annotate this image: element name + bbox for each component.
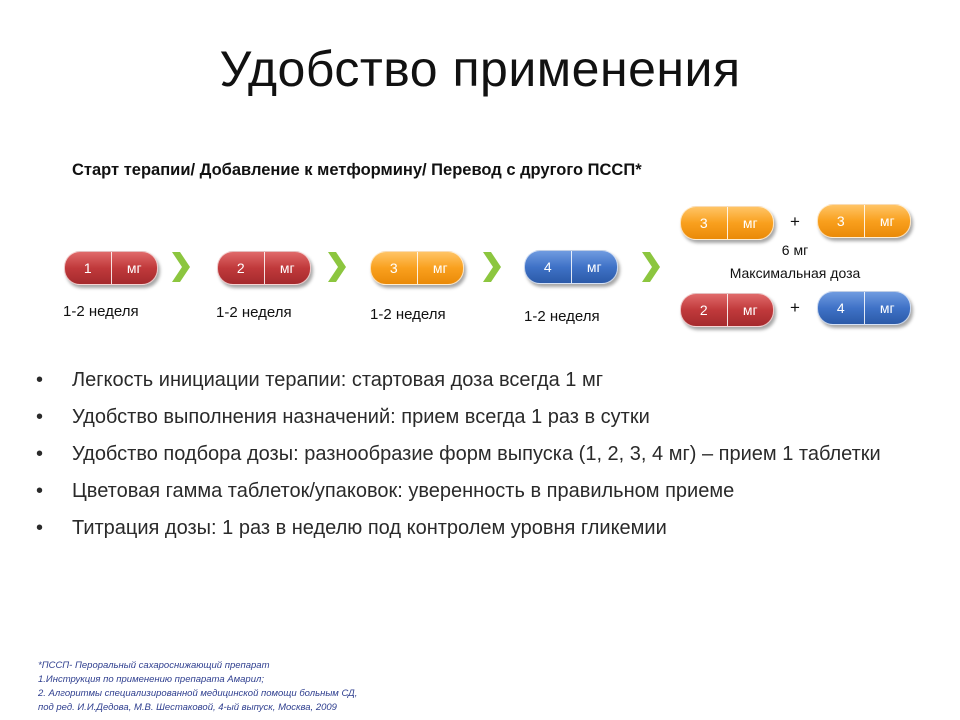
combo-bottom-pill-2	[817, 291, 911, 325]
list-item	[36, 514, 916, 542]
chevron-right-icon	[640, 252, 662, 282]
chevron-right-icon	[170, 252, 192, 282]
bullet-text: Цветовая гамма таблеток/упаковок: уверенность в правильном приеме	[72, 480, 735, 502]
plus-sign: +	[790, 212, 800, 231]
pill-step-2	[217, 251, 311, 285]
list-item	[36, 477, 916, 505]
bullet-text: Удобство выполнения назначений: прием всегда 1 раз в сутки	[72, 406, 650, 428]
pill-unit: мг	[864, 292, 911, 324]
pill-unit: мг	[571, 251, 618, 283]
slide-title: Удобство применения	[219, 41, 741, 97]
bullet-text: Удобство подбора дозы: разнообразие форм выпуска (1, 2, 3, 4 мг) – прием 1 таблетки	[72, 443, 881, 465]
week-label: 1-2 неделя	[63, 303, 139, 320]
pill-unit: мг	[417, 252, 464, 284]
footnote-line: под ред. И.И.Дедова, М.В. Шестаковой, 4-ый выпуск, Москва, 2009	[38, 702, 337, 713]
pill-step-1	[64, 251, 158, 285]
plus-sign: +	[790, 298, 800, 317]
list-item	[36, 366, 916, 394]
therapy-subtitle: Старт терапии/ Добавление к метформину/ Перевод с другого ПССП*	[72, 161, 642, 179]
pill-dose: 3	[699, 215, 708, 231]
bullet-text: Титрация дозы: 1 раз в неделю под контролем уровня гликемии	[72, 517, 667, 539]
week-label: 1-2 неделя	[524, 308, 600, 325]
footnotes	[38, 659, 638, 715]
chevron-right-icon	[481, 252, 503, 282]
list-item	[36, 403, 916, 431]
pill-dose: 4	[543, 259, 552, 275]
pill-dose: 2	[699, 302, 708, 318]
footnote-line: *ПССП- Пероральный сахароснижающий препарат	[38, 660, 270, 671]
footnote-line: 1.Инструкция по применению препарата Амарил;	[38, 674, 264, 685]
pill-dose: 3	[389, 260, 398, 276]
pill-dose: 3	[836, 213, 845, 229]
bullet-dot: •	[36, 517, 44, 539]
pill-unit: мг	[727, 207, 774, 239]
combo-top-pill-2	[817, 204, 911, 238]
bullet-dot: •	[36, 369, 44, 391]
bullet-dot: •	[36, 443, 44, 465]
max-dose-value: 6 мг	[781, 242, 809, 258]
list-item	[36, 440, 916, 468]
benefits-list	[36, 366, 916, 551]
bullet-dot: •	[36, 480, 44, 502]
week-label: 1-2 неделя	[216, 304, 292, 321]
pill-step-4	[524, 250, 618, 284]
pill-unit: мг	[111, 252, 158, 284]
combo-top-pill-1	[680, 206, 774, 240]
bullet-dot: •	[36, 406, 44, 428]
week-label: 1-2 неделя	[370, 306, 446, 323]
bullet-text: Легкость инициации терапии: стартовая доза всегда 1 мг	[72, 369, 603, 391]
combo-bottom-pill-1	[680, 293, 774, 327]
pill-unit: мг	[727, 294, 774, 326]
max-dose-label: Максимальная доза	[729, 265, 861, 281]
pill-dose: 4	[836, 300, 845, 316]
pill-unit: мг	[264, 252, 311, 284]
footnote-line: 2. Алгоритмы специализированной медицинской помощи больным СД,	[38, 688, 358, 699]
pill-step-3	[370, 251, 464, 285]
pill-unit: мг	[864, 205, 911, 237]
chevron-right-icon	[326, 252, 348, 282]
pill-dose: 1	[83, 260, 92, 276]
pill-dose: 2	[236, 260, 245, 276]
